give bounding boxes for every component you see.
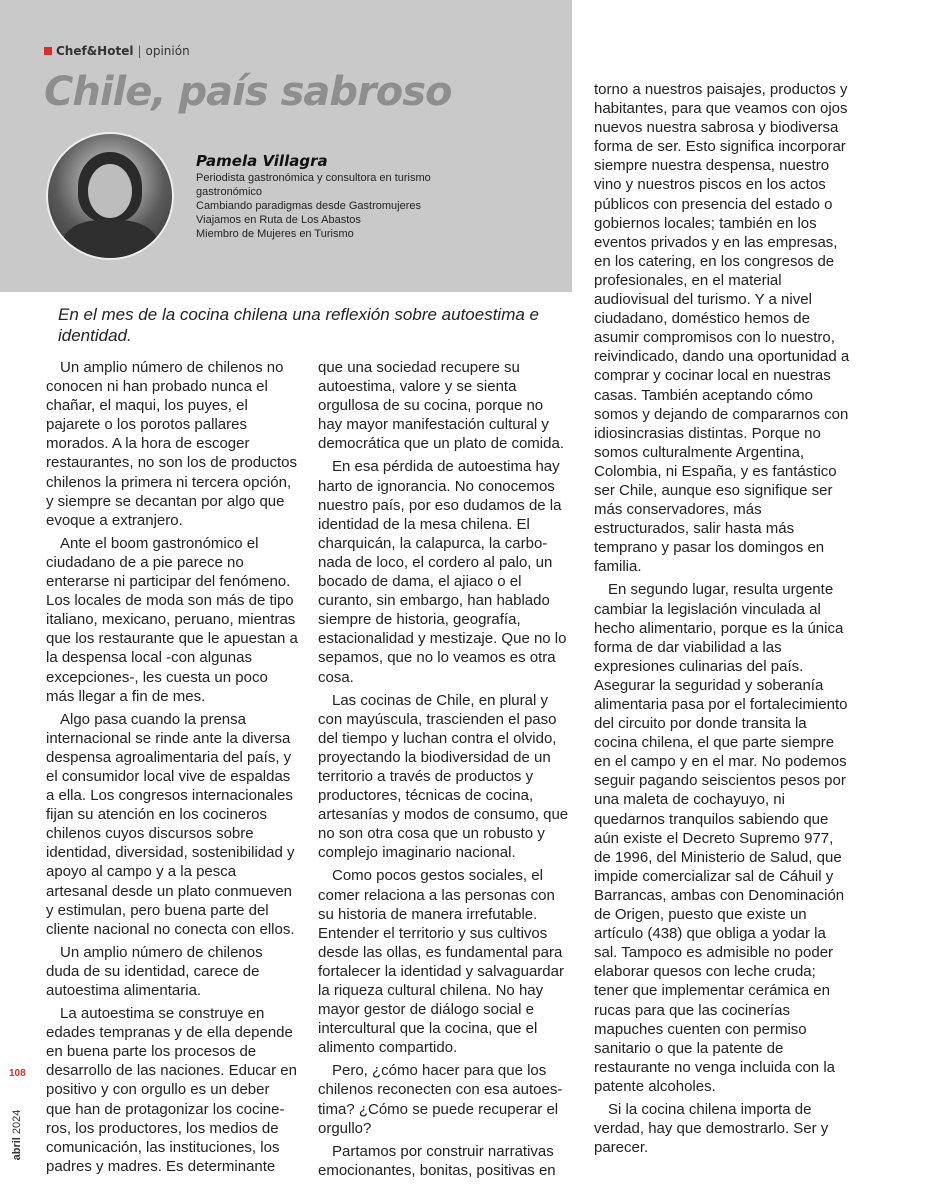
paragraph: Un amplio número de chilenos duda de su identidad, carece de autoestima alimentaria. (46, 943, 263, 999)
page-number: 108 (9, 1068, 26, 1079)
paragraph: Si la cocina chilena importa de verdad, hay que demostrarlo. Ser y parecer. (594, 1100, 829, 1157)
section-tag (44, 44, 190, 58)
section-brand: Chef&Hotel (56, 44, 134, 58)
section-marker-icon (44, 47, 52, 55)
article-lede: En el mes de la cocina chilena una reflexión sobre autoestima e identidad. (58, 305, 540, 345)
section-category: opinión (145, 44, 190, 58)
paragraph-continued: que una sociedad recupere su autoestima, valore y se sienta orgullosa de su cocina, porque no hay mayor manifestación cultural y democrática que un plato de comida. (318, 359, 564, 453)
author-bio (196, 171, 446, 241)
column-2 (318, 358, 570, 1184)
paragraph: En esa pérdida de autoestima hay harto de ignorancia. No conocemos nuestro país, por eso dudamos de la identidad de la mesa chilena. El charquicán, la calapurca, la carbonada de loco, el cordero al palo, un bocado de dama, el ajiaco o el curanto, sin embargo, han hablado siempre de historia, geografía, estacionalidad y mestizaje. Que no lo sepamos, que no lo veamos es otra cosa. (318, 458, 567, 686)
issue-year: 2024 (11, 1109, 23, 1135)
author-bio-line: Cambiando paradigmas desde Gastromujeres (196, 200, 422, 212)
column-3 (594, 80, 850, 1161)
paragraph: Algo pasa cuando la prensa internacional se rinde ante la diversa despensa agroalimentaria del país, y el consumidor local vive de espaldas a ella. Los congresos internacionales fijan su atención en los cocineros chilenos cuyos discursos sobre identidad, diversidad, sostenibilidad y apoyo al campo y a la pesca artesanal desde un plato conmueven y estimulan, pero buena parte del cliente nacional no conecta con ellos. (46, 710, 295, 938)
paragraph: Un amplio número de chilenos no conocen ni han probado nunca el chañar, el maqui, los puyes, el pajarete o los porotos pallares morados. A la hora de escoger restaurantes, no son los de productos chilenos la primera ni tercera opción, y siempre se decantan por algo que evoque a extranjero. (46, 359, 297, 529)
paragraph: Pero, ¿cómo hacer para que los chilenos reconecten con esa autoestima? ¿Cómo se puede recuperar el orgullo? (318, 1062, 563, 1137)
column-1 (46, 358, 298, 1180)
author-bio-line: Viajamos en Ruta de Los Abastos (196, 214, 361, 226)
paragraph-continued: torno a nuestros paisajes, productos y habitantes, para que veamos con ojos nuevos nuestra sabrosa y biodiversa forma de ser. Esto significa incorporar siempre nuestra despensa, nuestro vino y nuestros piscos en los actos públicos con presencia del estado o gobiernos locales; también en los eventos privados y en las empresas, en los catering, en los congresos de profesionales, en el material audiovisual del turismo. Y a nivel ciudadano, doméstico hemos de asumir compromisos con lo nuestro, reivindicado, dando una oportunidad a comprar y cocinar local en nuestras casas. También aceptando cómo somos y dejando de compararnos con idiosincrasias distintas. Porque no somos culturalmente Argentina, Colombia, ni España, y es fantástico ser Chile, aunque eso signifique ser más conservadores, más estructurados, salir hasta más temprano y pasar los domingos en familia. (594, 81, 850, 576)
paragraph: Como pocos gestos sociales, el comer relaciona a las personas con su historia de manera irrefutable. Entender el territorio y sus cultivos desde las ollas, es fundamental para fortalecer la identidad y salvaguardar la riqueza cultural chilena. No hay mayor gestor de diálogo social e intercultural que la cocina, que el alimento compartido. (318, 867, 564, 1057)
issue-month: abril (11, 1137, 23, 1161)
paragraph: Ante el boom gastronómico el ciudadano de a pie parece no enterarse ni participar del fenómeno. Los locales de moda son más de tipo italiano, mexicano, peruano, mientras que los restaurante que le apuestan a la despensa local -con algunas excepciones-, les cuesta un poco más llegar a fin de mes. (46, 534, 298, 705)
section-separator: | (137, 44, 142, 58)
author-photo (46, 132, 174, 260)
paragraph: En segundo lugar, resulta urgente cambiar la legislación vinculada al hecho alimentario, porque es la única forma de dar viabilidad a las expresiones culinarias del país. Asegurar la seguridad y soberanía alimentaria pasa por el fortalecimiento del circuito por donde transita la cocina chilena, el que parte siempre en el campo y en el mar. No podemos seguir pagando seiscientos pesos por una maleta de cochayuyo, ni quedarnos tranquilos sabiendo que aún existe el Decreto Supremo 977, de 1996, del Ministerio de Salud, que impide comercializar sal de Cáhuil y Barrancas, ambas con Denominación de Origen, puesto que existe un artículo (438) que obliga a yodar la sal. Tampoco es admisible no poder elaborar quesos con leche cruda; tener que implementar cerámica en rucas para que las cocinerías mapuches cuenten con permiso sanitario o que la patente de restaurante no venga incluida con la patente alcoholes. (594, 581, 848, 1095)
author-name: Pamela Villagra (196, 152, 328, 170)
paragraph: Partamos por construir narrativas emocionantes, bonitas, positivas en (318, 1142, 556, 1179)
paragraph: Las cocinas de Chile, en plural y con mayúscula, trascienden el paso del tiempo y luchan contra el olvido, proyectando la biodiversidad de un territorio a través de productos y productores, técnicas de cocina, artesanías y modos de consumo, que no son otra cosa que un robusto y complejo imaginario nacional. (318, 691, 569, 862)
author-bio-line: Periodista gastronómica y consultora en turismo gastronómico (196, 172, 431, 198)
article-title: Chile, país sabroso (44, 69, 452, 115)
issue-date (2, 1100, 32, 1170)
paragraph: La autoestima se construye en edades tempranas y de ella depende en buena parte los procesos de desarrollo de las naciones. Educar en positivo y con orgullo es un deber que han de protagonizar los cocineros, los productores, los medios de comunicación, las instituciones, los padres y madres. Es determinante (46, 1005, 297, 1175)
author-bio-line: Miembro de Mujeres en Turismo (196, 228, 354, 240)
